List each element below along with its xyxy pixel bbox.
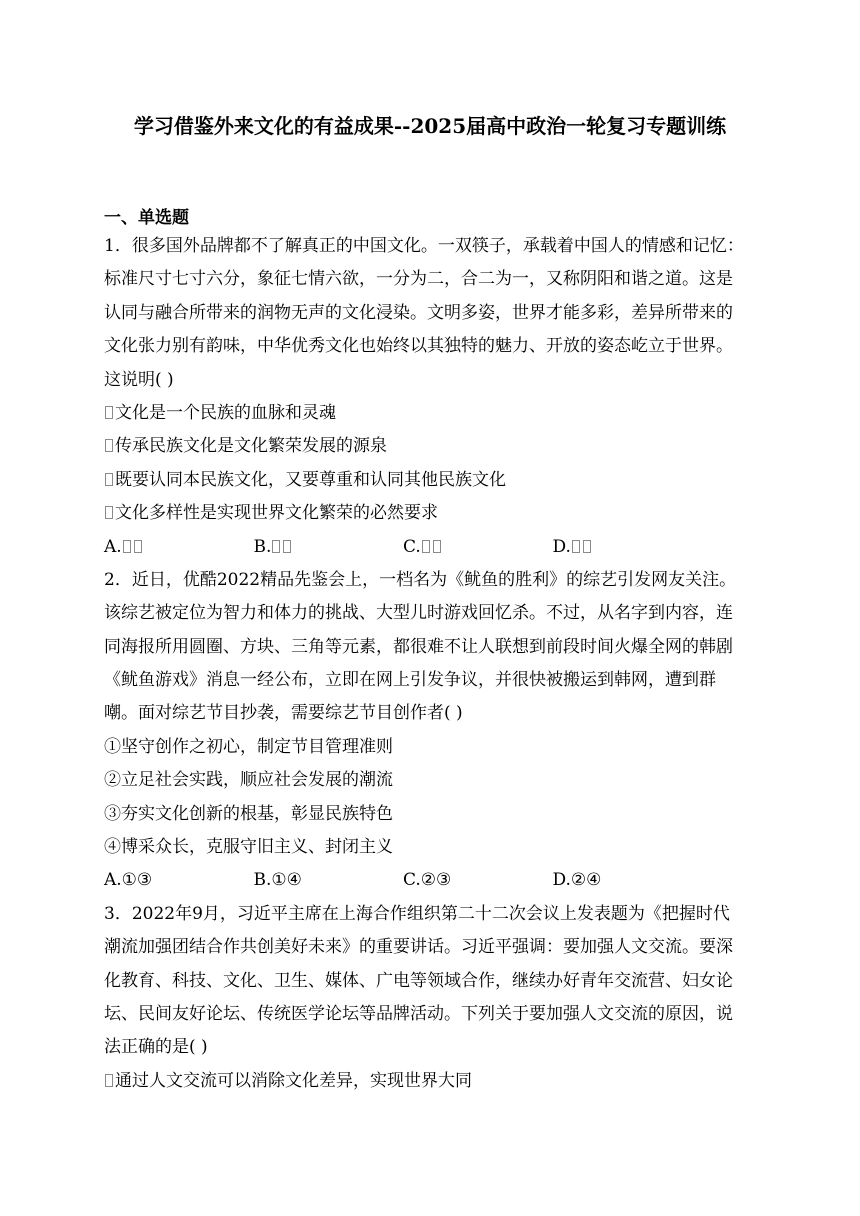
statement-item <box>104 397 752 430</box>
statement-item: ②立足社会实践，顺应社会发展的潮流 <box>104 770 393 791</box>
statement-text: 文化是一个民族的血脉和灵魂 <box>115 402 336 423</box>
option-c: C.②③ <box>403 870 452 891</box>
question-stem-line: 1．很多国外品牌都不了解真正的中国文化。一双筷子，承载着中国人的情感和记忆： <box>104 236 744 256</box>
statement-item <box>104 430 752 463</box>
statement-text: 传承民族文化是文化繁荣发展的源泉 <box>115 436 387 457</box>
option-a: A.①③ <box>104 870 153 891</box>
section-heading: 一、单选题 <box>104 208 189 228</box>
question-stem-line: 《鱿鱼游戏》消息一经公布，立即在网上引发争议，并很快被搬运到韩网，遭到群 <box>104 670 716 691</box>
statement-text: 既要认同本民族文化，又要尊重和认同其他民族文化 <box>115 469 506 490</box>
question-stem-line: 同海报所用圆圈、方块、三角等元素，都很难不让人联想到前段时间火爆全网的韩剧 <box>104 636 733 657</box>
question-stem-line: 标准尺寸七寸六分，象征七情六欲，一分为二，合二为一，又称阴阳和谐之道。这是 <box>104 269 733 290</box>
answer-options <box>104 864 752 897</box>
statement-text: 通过人文交流可以消除文化差异，实现世界大同 <box>115 1070 472 1091</box>
missing-glyph-icon <box>433 540 441 553</box>
statement-item <box>104 497 752 530</box>
question-stem-line: 潮流加强团结合作共创美好未来》的重要讲话。习近平强调：要加强人文交流。要深 <box>104 937 733 958</box>
missing-glyph-icon <box>105 473 113 486</box>
document-body <box>104 206 752 1098</box>
missing-glyph-icon <box>283 540 291 553</box>
question-stem-line: 该综艺被定位为智力和体力的挑战、大型儿时游戏回忆杀。不过，从名字到内容，连 <box>104 603 733 624</box>
missing-glyph-icon <box>105 406 113 419</box>
option-a: A. <box>104 531 254 564</box>
missing-glyph-icon <box>105 1074 113 1087</box>
question-1 <box>104 230 752 564</box>
question-stem-line: 文化张力别有韵味，中华优秀文化也始终以其独特的魅力、开放的姿态屹立于世界。 <box>104 336 733 357</box>
question-stem-line: 嘲。面对综艺节目抄袭，需要综艺节目创作者( ) <box>104 703 463 724</box>
question-stem-line: 2．近日，优酷2022精品先鉴会上，一档名为《鱿鱼的胜利》的综艺引发网友关注。 <box>104 569 737 590</box>
statement-text: 文化多样性是实现世界文化繁荣的必然要求 <box>115 503 438 524</box>
option-d: D.②④ <box>552 870 602 891</box>
option-b: B.①④ <box>253 870 302 891</box>
missing-glyph-icon <box>422 540 430 553</box>
question-2 <box>104 564 752 898</box>
missing-glyph-icon <box>583 540 591 553</box>
question-3 <box>104 898 752 1098</box>
question-stem-line: 化教育、科技、文化、卫生、媒体、广电等领域合作，继续办好青年交流营、妇女论 <box>104 970 733 991</box>
answer-options <box>104 531 752 564</box>
statement-item <box>104 1065 752 1098</box>
missing-glyph-icon <box>572 540 580 553</box>
missing-glyph-icon <box>123 540 131 553</box>
statement-item: ③夯实文化创新的根基，彰显民族特色 <box>104 803 393 824</box>
option-d: D. <box>553 531 703 564</box>
statement-item: ④博采众长，克服守旧主义、封闭主义 <box>104 837 393 858</box>
document-title: 学习借鉴外来文化的有益成果--2025届高中政治一轮复习专题训练 <box>133 114 727 138</box>
question-stem-line: 认同与融合所带来的润物无声的文化浸染。文明多姿，世界才能多彩，差异所带来的 <box>104 302 733 323</box>
statement-item <box>104 464 752 497</box>
missing-glyph-icon <box>105 439 113 452</box>
statement-item: ①坚守创作之初心，制定节目管理准则 <box>104 736 393 757</box>
question-stem-line: 这说明( ) <box>104 369 174 390</box>
option-c: C. <box>403 531 553 564</box>
option-b: B. <box>254 531 404 564</box>
question-stem-line: 坛、民间友好论坛、传统医学论坛等品牌活动。下列关于要加强人文交流的原因，说 <box>104 1003 733 1024</box>
question-stem-line: 3．2022年9月，习近平主席在上海合作组织第二十二次会议上发表题为《把握时代 <box>104 903 730 924</box>
missing-glyph-icon <box>105 506 113 519</box>
missing-glyph-icon <box>134 540 142 553</box>
question-stem-line: 法正确的是( ) <box>104 1037 208 1058</box>
missing-glyph-icon <box>272 540 280 553</box>
